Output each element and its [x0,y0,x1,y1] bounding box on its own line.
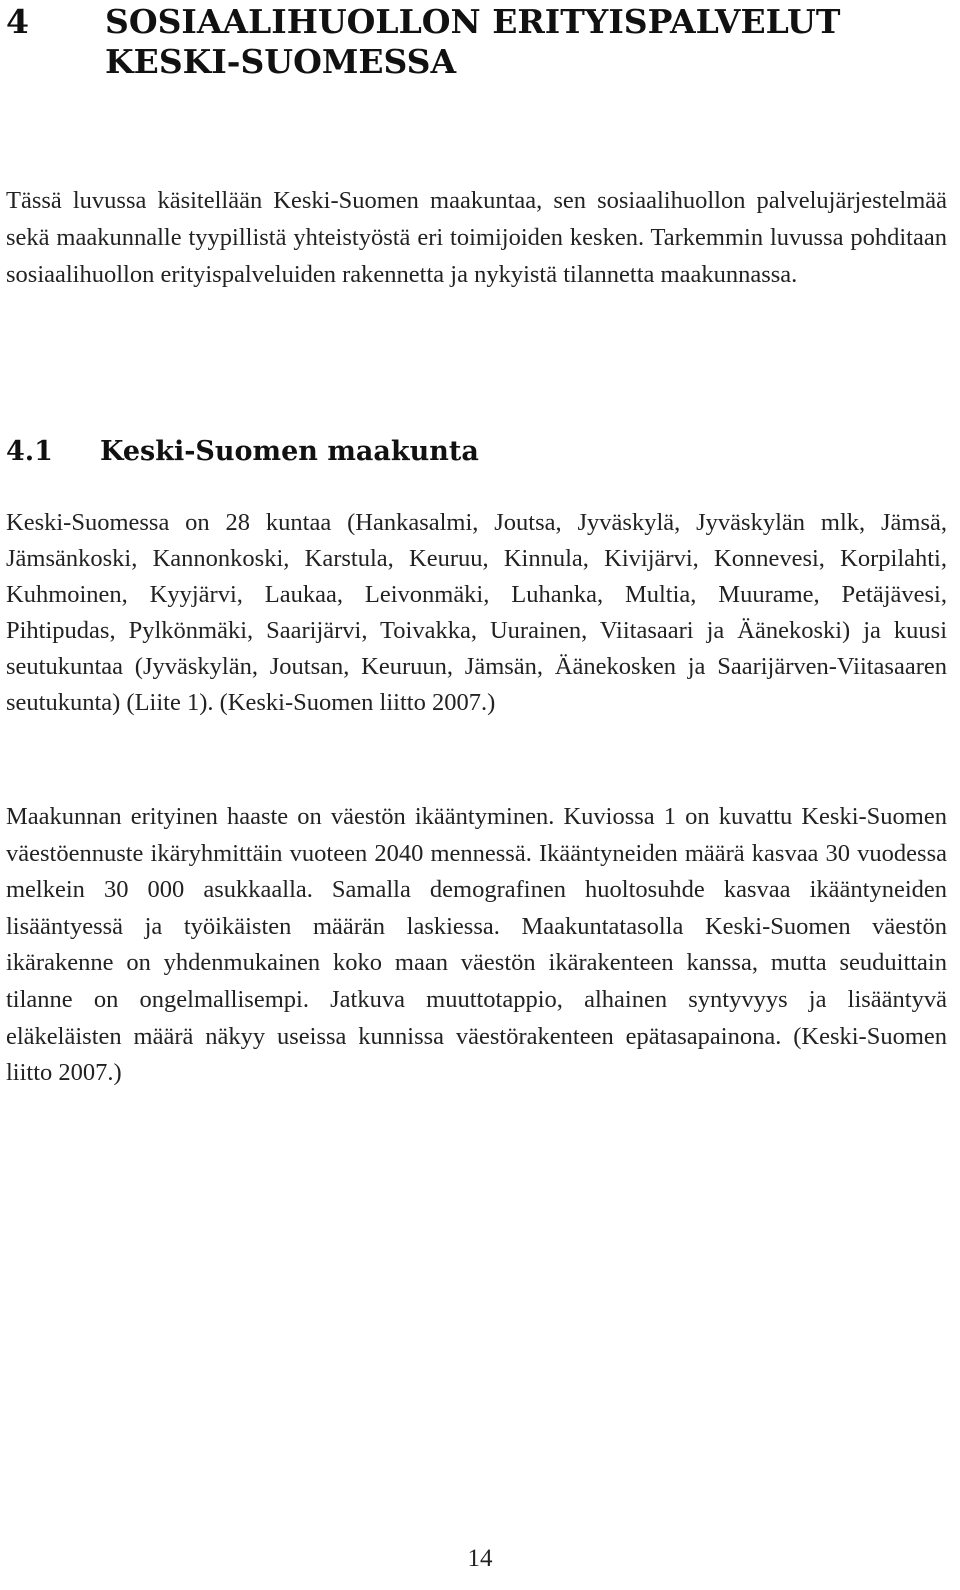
body-paragraph-ageing: Maakunnan erityinen haaste on väestön ikääntyminen. Kuviossa 1 on kuvattu Keski-Suomen väestöennuste ikäryhmittäin vuoteen 2040 mennessä. Ikääntyneiden määrä kasvaa 30 vuodessa melkein 30 000 asukkaalla. Samalla demografinen huoltosuhde kasvaa ikääntyneiden lisääntyessä ja työikäisten määrän laskiessa. Maakuntatasolla Keski-Suomen väestön ikärakenne on yhdenmukainen koko maan väestön ikärakenteen kanssa, mutta seuduittain tilanne on ongelmallisempi. Jatkuva muuttotappio, alhainen syntyvyys ja lisääntyvä eläkeläisten määrä näkyy useissa kunnissa väestörakenteen epätasapainona. (Keski-Suomen liitto 2007.) [6,803,947,1087]
intro-paragraph: Tässä luvussa käsitellään Keski-Suomen maakuntaa, sen sosiaalihuollon palvelujärjestelmää sekä maakunnalle tyypillistä yhteistyöstä eri toimijoiden kesken. Tarkemmin luvussa pohditaan sosiaalihuollon erityispalveluiden rakennetta ja nykyistä tilannetta maakunnassa. [6,187,947,288]
section-title: Keski-Suomen maakunta [100,436,479,467]
chapter-title: SOSIAALIHUOLLON ERITYISPALVELUT KESKI-SUOMESSA [105,2,841,81]
page-number: 14 [467,1545,493,1572]
section-number: 4.1 [6,436,53,467]
body-paragraph-municipalities: Keski-Suomessa on 28 kuntaa (Hankasalmi, Joutsa, Jyväskylä, Jyväskylän mlk, Jämsä, Jämsänkoski, Kannonkoski, Karstula, Keuruu, Kinnula, Kivijärvi, Konnevesi, Korpilahti, Kuhmoinen, Kyyjärvi, Laukaa, Leivonmäki, Luhanka, Multia, Muurame, Petäjävesi, Pihtipudas, Pylkönmäki, Saarijärvi, Toivakka, Uurainen, Viitasaari ja Äänekoski) ja kuusi seutukuntaa (Jyväskylän, Joutsan, Keuruun, Jämsän, Äänekosken ja Saarijärven-Viitasaaren seutukunta) (Liite 1). (Keski-Suomen liitto 2007.) [6,509,947,716]
chapter-number: 4 [6,2,29,41]
